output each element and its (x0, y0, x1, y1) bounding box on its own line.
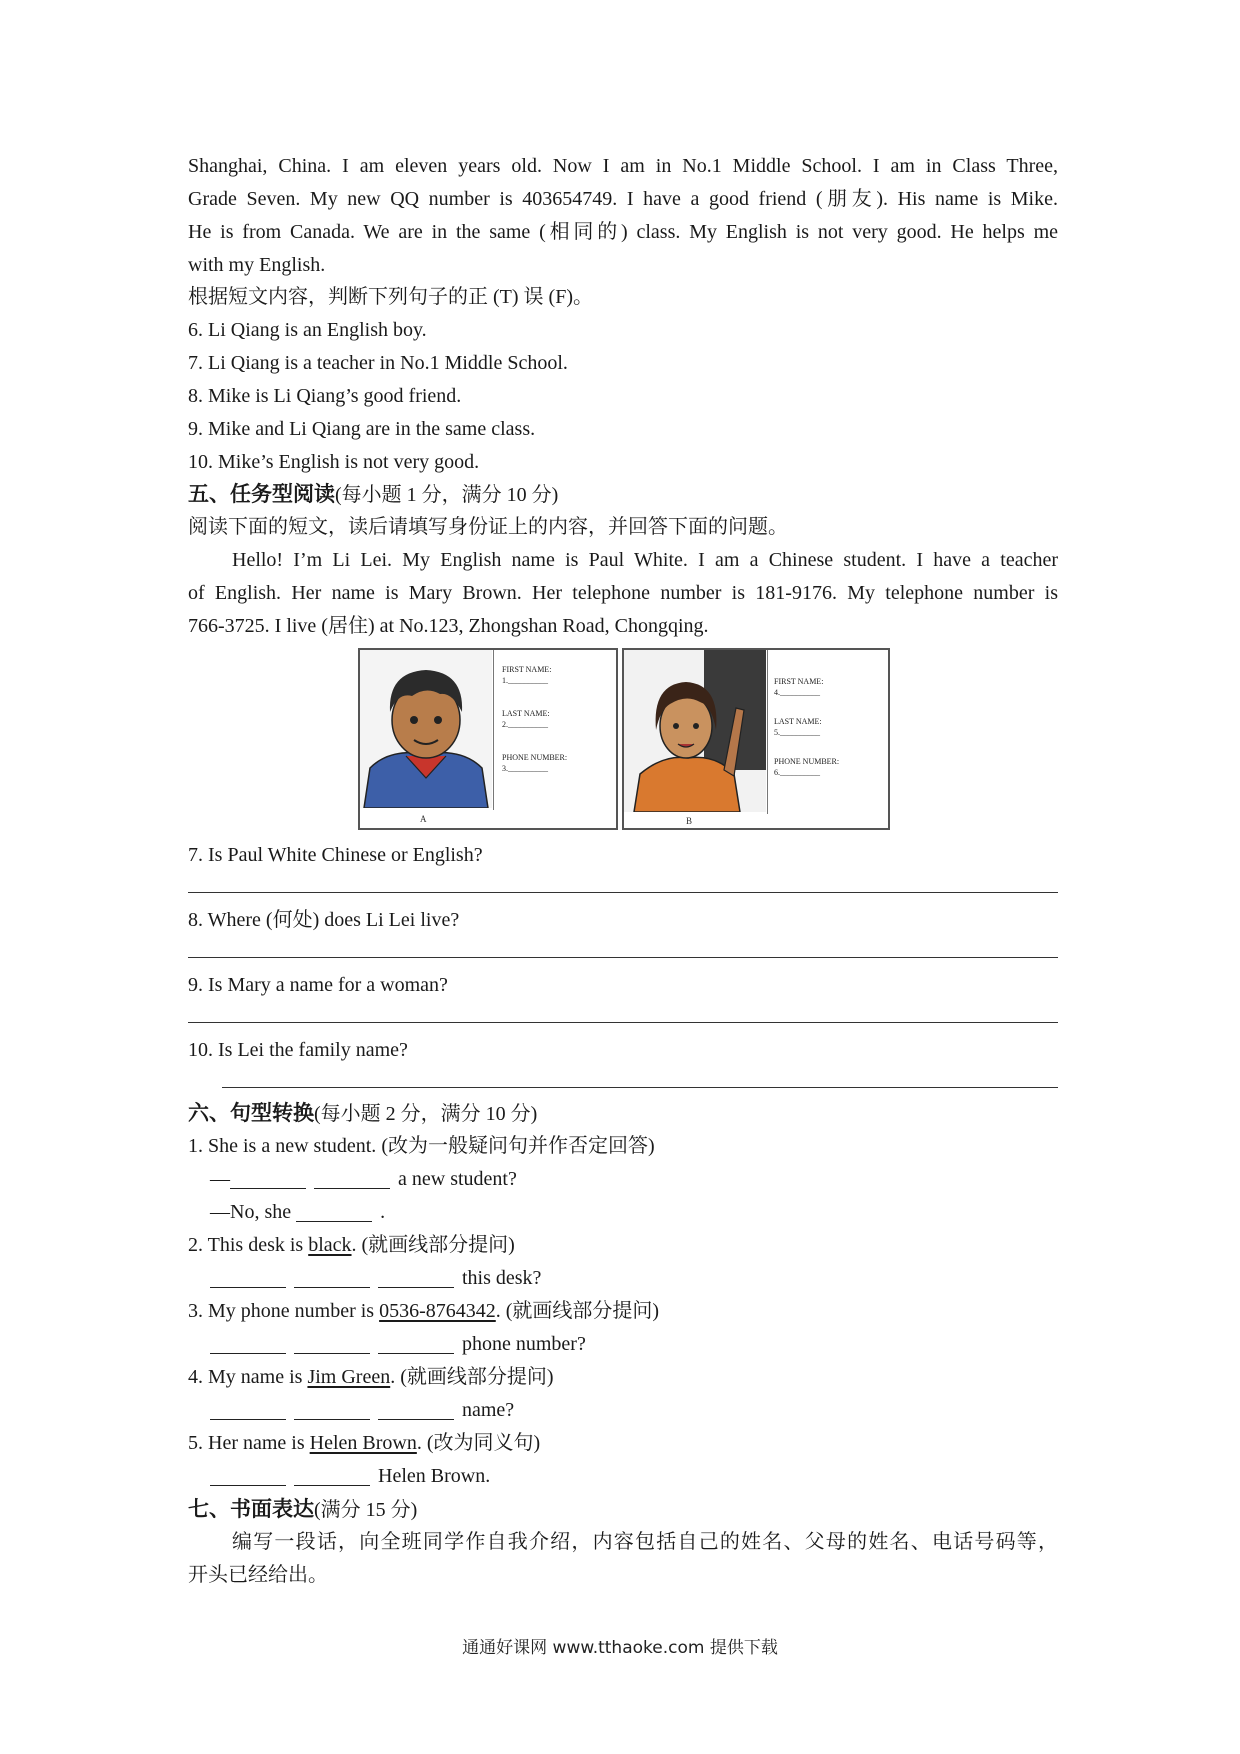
answer-line[interactable] (188, 892, 1058, 893)
fill-blank[interactable] (314, 1166, 390, 1189)
first-name-field: 4.__________ (774, 688, 820, 697)
first-name-label: FIRST NAME: (502, 665, 552, 674)
fill-blank[interactable] (378, 1265, 454, 1288)
card-a-fields (502, 664, 612, 774)
transform-q2-answer: this desk? (210, 1262, 1080, 1295)
woman-portrait-icon (624, 650, 766, 812)
section7-title: 七、书面表达 (188, 1497, 314, 1521)
tf-item: 8. Mike is Li Qiang’s good friend. (188, 385, 462, 407)
section5-passage-line: of English. Her name is Mary Brown. Her telephone number is 181-9176. My telephone number is (188, 582, 1058, 604)
card-b-fields (774, 676, 884, 778)
fill-blank[interactable] (294, 1397, 370, 1420)
woman-portrait (624, 650, 768, 814)
card-tag: A (420, 814, 427, 824)
passage-line: Grade Seven. My new QQ number is 403654749. I have a good friend (朋友). His name is Mike. (188, 188, 1058, 210)
fill-blank[interactable] (294, 1331, 370, 1354)
fill-blank[interactable] (378, 1397, 454, 1420)
card-tag: B (686, 816, 693, 826)
fill-blank[interactable] (294, 1463, 370, 1486)
transform-q1-answer2: —No, she . (210, 1201, 386, 1223)
answer-line[interactable] (188, 957, 1058, 958)
first-name-field: 1.__________ (502, 676, 548, 685)
section7-score: (满分 15 分) (314, 1499, 418, 1521)
passage-line: with my English. (188, 254, 326, 276)
answer-line[interactable] (222, 1087, 1058, 1088)
phone-number-label: PHONE NUMBER: (774, 757, 840, 766)
section6-score: (每小题 2 分，满分 10 分) (314, 1103, 538, 1125)
transform-q3-answer: phone number? (210, 1328, 1080, 1361)
last-name-field: 5.__________ (774, 728, 820, 737)
phone-number-label: PHONE NUMBER: (502, 753, 568, 762)
last-name-field: 2.__________ (502, 720, 548, 729)
fill-blank[interactable] (296, 1199, 372, 1222)
question: 7. Is Paul White Chinese or English? (188, 844, 483, 866)
section6-title: 六、句型转换 (188, 1101, 314, 1125)
phone-number-field: 3.__________ (502, 764, 548, 773)
tf-item: 10. Mike’s English is not very good. (188, 451, 480, 473)
fill-blank[interactable] (230, 1166, 306, 1189)
first-name-label: FIRST NAME: (774, 677, 824, 686)
last-name-label: LAST NAME: (774, 717, 822, 726)
page-footer: 通通好课网 www.tthaoke.com 提供下载 (462, 1638, 778, 1658)
tf-item: 7. Li Qiang is a teacher in No.1 Middle School. (188, 352, 568, 374)
id-card-a (358, 648, 618, 830)
id-card-b (622, 648, 890, 830)
transform-q5: 5. Her name is Helen Brown. (改为同义句) (188, 1432, 541, 1454)
section5-passage-line: 766-3725. I live (居住) at No.123, Zhongshan Road, Chongqing. (188, 615, 709, 637)
section7-heading (188, 1493, 1058, 1527)
section7-instruction: 开头已经给出。 (188, 1564, 328, 1586)
transform-q1: 1. She is a new student. (改为一般疑问句并作否定回答) (188, 1135, 655, 1157)
question: 8. Where (何处) does Li Lei live? (188, 909, 460, 931)
section5-passage-line: Hello! I’m Li Lei. My English name is Paul White. I am a Chinese student. I have a teacher (232, 549, 1058, 571)
section5-heading (188, 478, 1058, 512)
transform-q2: 2. This desk is black. (就画线部分提问) (188, 1234, 515, 1256)
question: 9. Is Mary a name for a woman? (188, 974, 448, 996)
transform-q5-answer: Helen Brown. (210, 1460, 1080, 1493)
fill-blank[interactable] (210, 1331, 286, 1354)
section5-instruction: 阅读下面的短文，读后请填写身份证上的内容，并回答下面的问题。 (188, 516, 788, 538)
section7-instruction: 编写一段话，向全班同学作自我介绍，内容包括自己的姓名、父母的姓名、电话号码等， (232, 1531, 1058, 1553)
answer-line[interactable] (188, 1022, 1058, 1023)
section5-score: (每小题 1 分，满分 10 分) (335, 484, 559, 506)
section5-title: 五、任务型阅读 (188, 482, 335, 506)
phone-number-field: 6.__________ (774, 768, 820, 777)
underlined-part: black (308, 1234, 352, 1256)
fill-blank[interactable] (210, 1463, 286, 1486)
fill-blank[interactable] (210, 1397, 286, 1420)
transform-q4: 4. My name is Jim Green. (就画线部分提问) (188, 1366, 554, 1388)
fill-blank[interactable] (210, 1265, 286, 1288)
section6-heading (188, 1097, 1058, 1131)
tf-item: 6. Li Qiang is an English boy. (188, 319, 427, 341)
fill-blank[interactable] (294, 1265, 370, 1288)
boy-portrait (360, 650, 494, 810)
underlined-part: 0536-8764342 (379, 1300, 496, 1322)
tf-instruction: 根据短文内容，判断下列句子的正 (T) 误 (F)。 (188, 286, 593, 308)
transform-q3: 3. My phone number is 0536-8764342. (就画线部分提问) (188, 1300, 660, 1322)
tf-item: 9. Mike and Li Qiang are in the same class. (188, 418, 536, 440)
fill-blank[interactable] (378, 1331, 454, 1354)
last-name-label: LAST NAME: (502, 709, 550, 718)
passage-line: He is from Canada. We are in the same (相同的) class. My English is not very good. He helps me (188, 221, 1058, 243)
transform-q1-answer: — a new student? (210, 1168, 517, 1190)
underlined-part: Helen Brown (309, 1432, 417, 1454)
transform-q4-answer: name? (210, 1394, 1080, 1427)
boy-portrait-icon (360, 650, 492, 808)
passage-line: Shanghai, China. I am eleven years old. Now I am in No.1 Middle School. I am in Class Three, (188, 155, 1058, 177)
question: 10. Is Lei the family name? (188, 1039, 408, 1061)
underlined-part: Jim Green (307, 1366, 391, 1388)
